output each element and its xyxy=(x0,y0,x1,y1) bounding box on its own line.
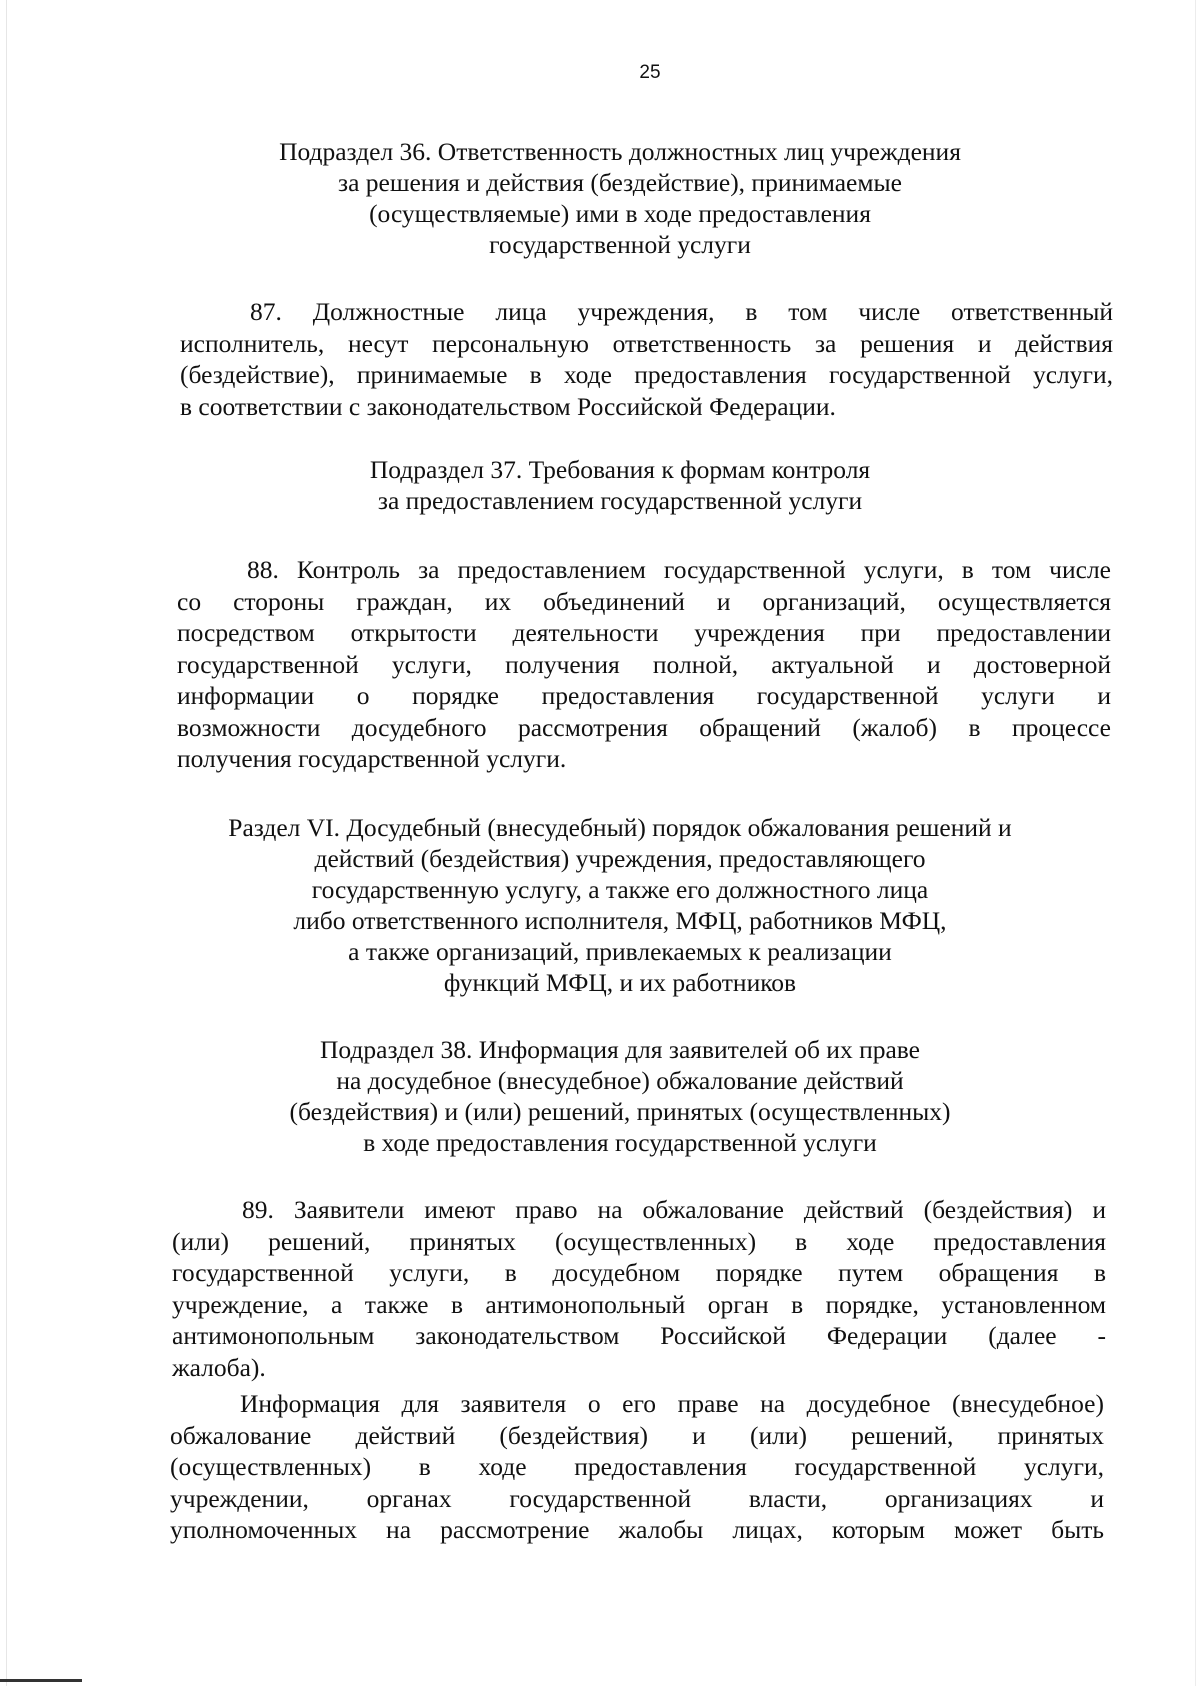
paragraph-info-line: учреждении, органах государственной власти, организациях и xyxy=(170,1483,1104,1513)
scan-edge-right xyxy=(1195,0,1196,1686)
paragraph-88-line: получения государственной услуги. xyxy=(177,744,567,773)
paragraph-89-line: (или) решений, принятых (осуществленных) в ходе предоставления xyxy=(172,1226,1106,1256)
paragraph-88-line: информации о порядке предоставления государственной услуги и xyxy=(177,681,1111,710)
paragraph-info-line: Информация для заявителя о его праве на досудебное (внесудебное) xyxy=(240,1389,1104,1418)
page-number: 25 xyxy=(639,62,661,83)
paragraph-88-line: государственной услуги, получения полной, актуальной и достоверной xyxy=(177,649,1111,679)
paragraph-89-line: антимонопольным законодательством Российской Федерации (далее - xyxy=(172,1321,1106,1350)
scan-edge-left xyxy=(6,0,7,1686)
paragraph-87-line: 87. Должностные лица учреждения, в том числе ответственный xyxy=(250,297,1113,326)
paragraph-info-line: (осуществленных) в ходе предоставления государственной услуги, xyxy=(170,1452,1104,1481)
paragraph-87 xyxy=(180,296,1113,422)
paragraph-87-line: (бездействие), принимаемые в ходе предоставления государственной услуги, xyxy=(180,360,1113,389)
paragraph-88-line: со стороны граждан, их объединений и организаций, осуществляется xyxy=(177,586,1111,616)
paragraph-89-line: 89. Заявители имеют право на обжалование действий (бездействия) и xyxy=(242,1195,1106,1224)
paragraph-info-line: уполномоченных на рассмотрение жалобы лицах, которым может быть xyxy=(170,1515,1104,1544)
paragraph-88-line: посредством открытости деятельности учреждения при предоставлении xyxy=(177,618,1111,647)
paragraph-87-line: исполнитель, несут персональную ответственность за решения и действия xyxy=(180,328,1113,358)
paragraph-89-line: государственной услуги, в досудебном порядке путем обращения в xyxy=(172,1258,1106,1287)
scan-bottom-mark xyxy=(0,1679,82,1682)
paragraph-89-line: учреждение, а также в антимонопольный орган в порядке, установленном xyxy=(172,1289,1106,1319)
paragraph-89 xyxy=(172,1194,1106,1383)
paragraph-info xyxy=(170,1388,1104,1546)
paragraph-88-line: возможности досудебного рассмотрения обращений (жалоб) в процессе xyxy=(177,712,1111,742)
subsection-37-heading: Подраздел 37. Требования к формам контроля за предоставлением государственной услуги xyxy=(369,455,871,515)
subsection-38-heading: Подраздел 38. Информация для заявителей об их праве на досудебное (внесудебное) обжалование действий (бездействия) и (или) решений, принятых (осуществленных) в ходе предоставления государственной услуги xyxy=(289,1035,951,1157)
paragraph-88 xyxy=(177,554,1111,775)
section-6-heading: Раздел VI. Досудебный (внесудебный) порядок обжалования решений и действий (бездействия) учреждения, предоставляющего государственную услугу, а также его должностного лица либо ответственного исполнителя, МФЦ, работников МФЦ, а также организаций, привлекаемых к реализации функций МФЦ, и их работников xyxy=(228,813,1012,997)
paragraph-88-line: 88. Контроль за предоставлением государственной услуги, в том числе xyxy=(247,555,1111,584)
paragraph-89-line: жалоба). xyxy=(172,1352,266,1382)
paragraph-info-line: обжалование действий (бездействия) и (или) решений, принятых xyxy=(170,1420,1104,1450)
subsection-36-heading: Подраздел 36. Ответственность должностных лиц учреждения за решения и действия (бездействие), принимаемые (осуществляемые) ими в ходе предоставления государственной услуги xyxy=(279,137,961,259)
paragraph-87-line: в соответствии с законодательством Российской Федерации. xyxy=(180,391,836,421)
